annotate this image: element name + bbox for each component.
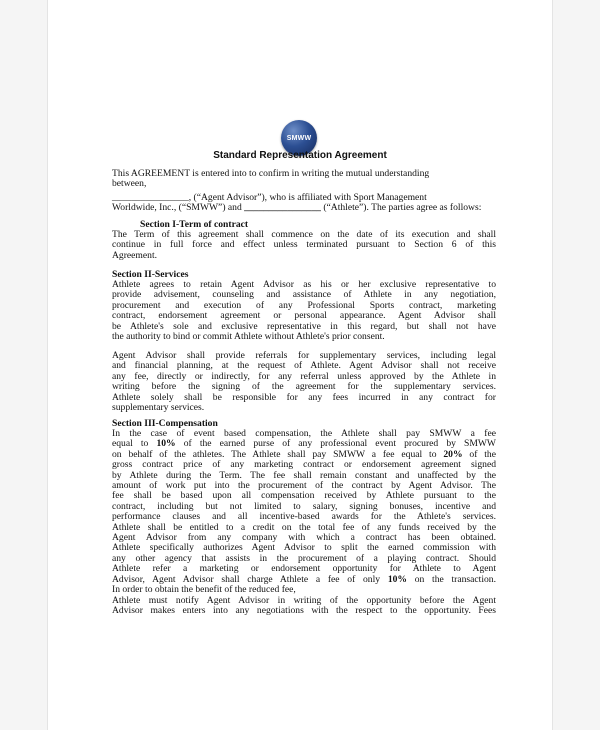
section-3-line: Athlete shall be entitled to a credit on the total fee of any funds received by the bbox=[112, 521, 496, 533]
section-3-line: Athlete specifically authorizes Agent Advisor to split the earned commission with bbox=[112, 542, 496, 554]
intro-line-2: between, bbox=[112, 178, 147, 190]
intro-paragraph bbox=[112, 169, 496, 214]
section-2-line: provide advisement, counseling and assistance of Athlete in any negotiation, bbox=[112, 289, 496, 301]
section-2-heading: Section II-Services bbox=[112, 269, 189, 280]
section-3-line: In order to obtain the benefit of the reduced fee, bbox=[112, 584, 296, 596]
section-3-line: In the case of event based compensation, the Athlete shall pay SMWW a fee bbox=[112, 428, 496, 439]
section-2-line: Athlete solely shall be responsible for any fees incurred in any contract for bbox=[112, 391, 496, 403]
section-2-line: contract, endorsement agreement or personal appearance. Agent Advisor shall bbox=[112, 310, 496, 322]
section-3-text: of the earned purse of any professional event procured by SMWW bbox=[175, 438, 496, 450]
section-1-heading: Section I-Term of contract bbox=[140, 219, 249, 230]
fee-percent-20: 20% bbox=[443, 448, 463, 460]
section-3-text: of the bbox=[462, 448, 496, 460]
section-3-text: Advisor, Agent Advisor shall charge Athlete a fee of only bbox=[112, 573, 388, 585]
section-3-line: amount of work put into the procurement of the contract by Agent Advisor. The bbox=[112, 480, 496, 492]
intro-line-4-b: (“Athlete”). The parties agree as follows: bbox=[323, 202, 482, 214]
section-3-text: on behalf of the athletes. The Athlete shall pay SMWW a fee equal to bbox=[112, 448, 444, 460]
section-2-paragraph-2 bbox=[112, 351, 496, 413]
section-3-line: Agent Advisor from any company with which a contract has been obtained. bbox=[112, 532, 496, 544]
intro-line-1: This AGREEMENT is entered into to confirm in writing the mutual understanding bbox=[112, 168, 430, 179]
section-2-line: be Athlete's sole and exclusive representative in this regard, but shall not have bbox=[112, 320, 496, 332]
section-3-body bbox=[112, 429, 496, 616]
section-2-line: Agent Advisor shall provide referrals for supplementary services, including legal bbox=[112, 350, 496, 361]
section-2-line: procurement and execution of any Professional Sports contract, marketing bbox=[112, 299, 496, 311]
section-1-body bbox=[112, 230, 496, 261]
section-3-line: gross contract price of any marketing contract or endorsement agreement signed bbox=[112, 459, 496, 471]
section-2-line: Athlete agrees to retain Agent Advisor as his or her exclusive representative to bbox=[112, 279, 496, 290]
agent-name-blank: ________________ bbox=[112, 191, 189, 203]
fee-percent-10-referral: 10% bbox=[387, 573, 407, 585]
section-3-line: Advisor makes enters into any negotiations with the respect to the opportunity. Fees bbox=[112, 604, 496, 616]
fee-percent-10: 10% bbox=[156, 438, 176, 450]
section-3-line: contract, including but not limited to salary, signing bonuses, incentive and bbox=[112, 500, 496, 512]
section-1-line: The Term of this agreement shall commence on the date of its execution and shall bbox=[112, 229, 496, 240]
section-3-heading: Section III-Compensation bbox=[112, 418, 218, 429]
athlete-name-blank: ________________ bbox=[244, 202, 321, 214]
intro-line-4-a: Worldwide, Inc., (“SMWW”) and bbox=[112, 202, 242, 214]
section-2-line: and financial planning, at the request of Athlete. Agent Advisor shall not receive bbox=[112, 360, 496, 372]
section-1-line: Agreement. bbox=[112, 249, 158, 261]
intro-line-3-text: , (“Agent Advisor”), who is affiliated with Sport Management bbox=[188, 191, 427, 203]
section-3-line: Athlete must notify Agent Advisor in writing of the opportunity before the Agent bbox=[112, 594, 496, 606]
section-3-line: any other agency that assists in the procurement of a playing contract. Should bbox=[112, 552, 496, 564]
section-3-line: Athlete refer a marketing or endorsement opportunity for Athlete to Agent bbox=[112, 563, 496, 575]
section-2-line: any fee, directly or indirectly, for any referral unless approved by the Athlete in bbox=[112, 370, 496, 382]
section-2-line: writing before the signing of the agreement for the supplementary services. bbox=[112, 381, 496, 393]
section-3-line: fee shall be based upon all compensation received by Athlete pursuant to the bbox=[112, 490, 496, 502]
section-3-text: equal to bbox=[112, 438, 157, 450]
logo-text: SMWW bbox=[286, 134, 312, 142]
section-2-paragraph-1 bbox=[112, 280, 496, 342]
section-2-line: supplementary services. bbox=[112, 402, 205, 414]
section-2-line: the authority to bind or commit Athlete without Athlete's prior consent. bbox=[112, 331, 385, 343]
section-1-line: continue in full force and effect unless terminated pursuant to Section 6 of this bbox=[112, 239, 496, 251]
intro-line-4 bbox=[112, 203, 496, 213]
section-3-line: performance clauses and all incentive-based awards for the Athlete's services. bbox=[112, 511, 496, 523]
section-3-text: on the transaction. bbox=[407, 573, 497, 585]
document-title: Standard Representation Agreement bbox=[213, 150, 387, 161]
section-3-line: by Athlete during the Term. The fee shall remain constant and unaffected by the bbox=[112, 469, 496, 481]
